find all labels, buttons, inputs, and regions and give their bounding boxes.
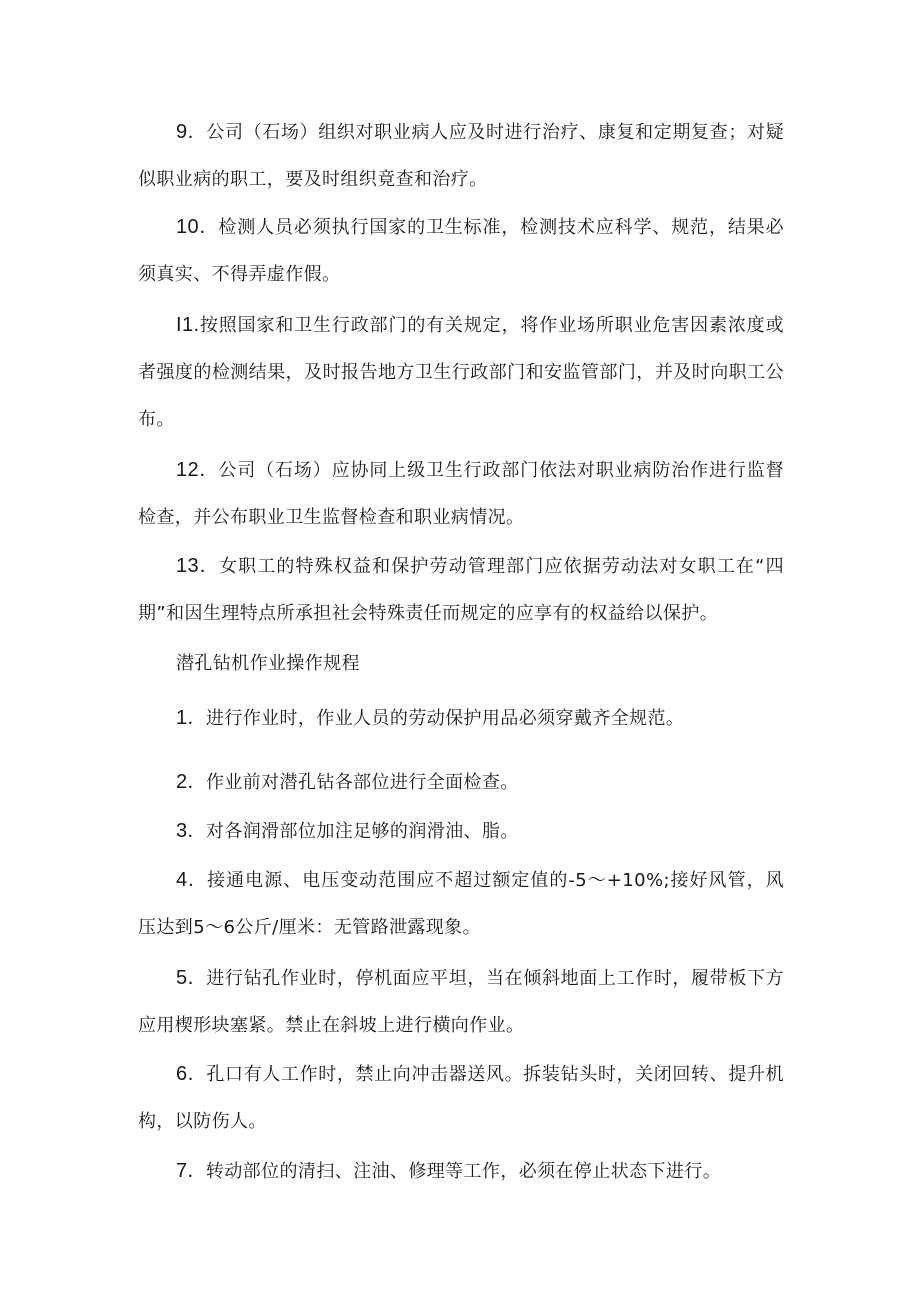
step-2 <box>138 759 784 806</box>
step-number: 4 <box>176 869 188 891</box>
paragraph-number: 9 <box>176 121 188 143</box>
step-text: ．进行作业时，作业人员的劳动保护用品必须穿戴齐全规范。 <box>187 708 685 729</box>
step-4 <box>138 857 784 951</box>
paragraph-12 <box>138 447 784 541</box>
section-title: 潜孔钻机作业操作规程 <box>176 653 360 674</box>
step-number: 1 <box>176 707 188 729</box>
step-text: ．孔口有人工作时，禁止向冲击器送风。拆装钻头时，关闭回转、提升机构，以防伤人。 <box>138 1064 784 1132</box>
step-1 <box>138 695 784 742</box>
paragraph-11 <box>138 302 784 443</box>
paragraph-number: I1. <box>176 314 200 336</box>
step-5 <box>138 955 784 1049</box>
paragraph-text: ．公司（石场）组织对职业病人应及时进行治疗、康复和定期复查；对疑似职业病的职工，要及时组织竟查和治疗。 <box>138 122 784 190</box>
step-number: 3 <box>176 820 188 842</box>
paragraph-number: 10 <box>176 216 200 238</box>
step-number: 7 <box>176 1160 188 1182</box>
paragraph-10 <box>138 204 784 298</box>
step-text: ．接通电源、电压变动范围应不超过额定值的-5～+10%;接好风管，风压达到5～6公斤/厘米：无管路泄露现象。 <box>138 870 784 938</box>
paragraph-number: 12 <box>176 459 200 481</box>
step-3 <box>138 808 784 855</box>
step-text: ．对各润滑部位加注足够的润滑油、脂。 <box>187 821 519 842</box>
paragraph-text: ．检测人员必须执行国家的卫生标准，检测技术应科学、规范，结果必须真实、不得弄虚作假。 <box>138 217 784 285</box>
step-number: 5 <box>176 967 188 989</box>
step-text: ．作业前对潜孔钻各部位进行全面检查。 <box>187 772 519 793</box>
paragraph-text: 按照国家和卫生行政部门的有关规定，将作业场所职业危害因素浓度或者强度的检测结果，及时报告地方卫生行政部门和安监管部门，并及时向职工公布。 <box>138 315 784 430</box>
paragraph-number: 13 <box>176 555 200 577</box>
paragraph-13 <box>138 543 784 637</box>
step-number: 2 <box>176 771 188 793</box>
step-6 <box>138 1051 784 1145</box>
paragraph-9 <box>138 109 784 203</box>
step-text: ．进行钻孔作业时，停机面应平坦，当在倾斜地面上工作时，履带板下方应用楔形块塞紧。禁止在斜坡上进行横向作业。 <box>138 968 784 1036</box>
paragraph-text: ．公司（石场）应协同上级卫生行政部门依法对职业病防治作进行监督检查，并公布职业卫生监督检查和职业病情况。 <box>138 460 784 528</box>
step-number: 6 <box>176 1063 188 1085</box>
paragraph-text: ．女职工的特殊权益和保护劳动管理部门应依据劳动法对女职工在“四期”和因生理特点所承担社会特殊责任而规定的应享有的权益给以保护。 <box>138 556 784 624</box>
step-7 <box>138 1148 784 1195</box>
step-text: ．转动部位的清扫、注油、修理等工作，必须在停止状态下进行。 <box>187 1161 722 1182</box>
